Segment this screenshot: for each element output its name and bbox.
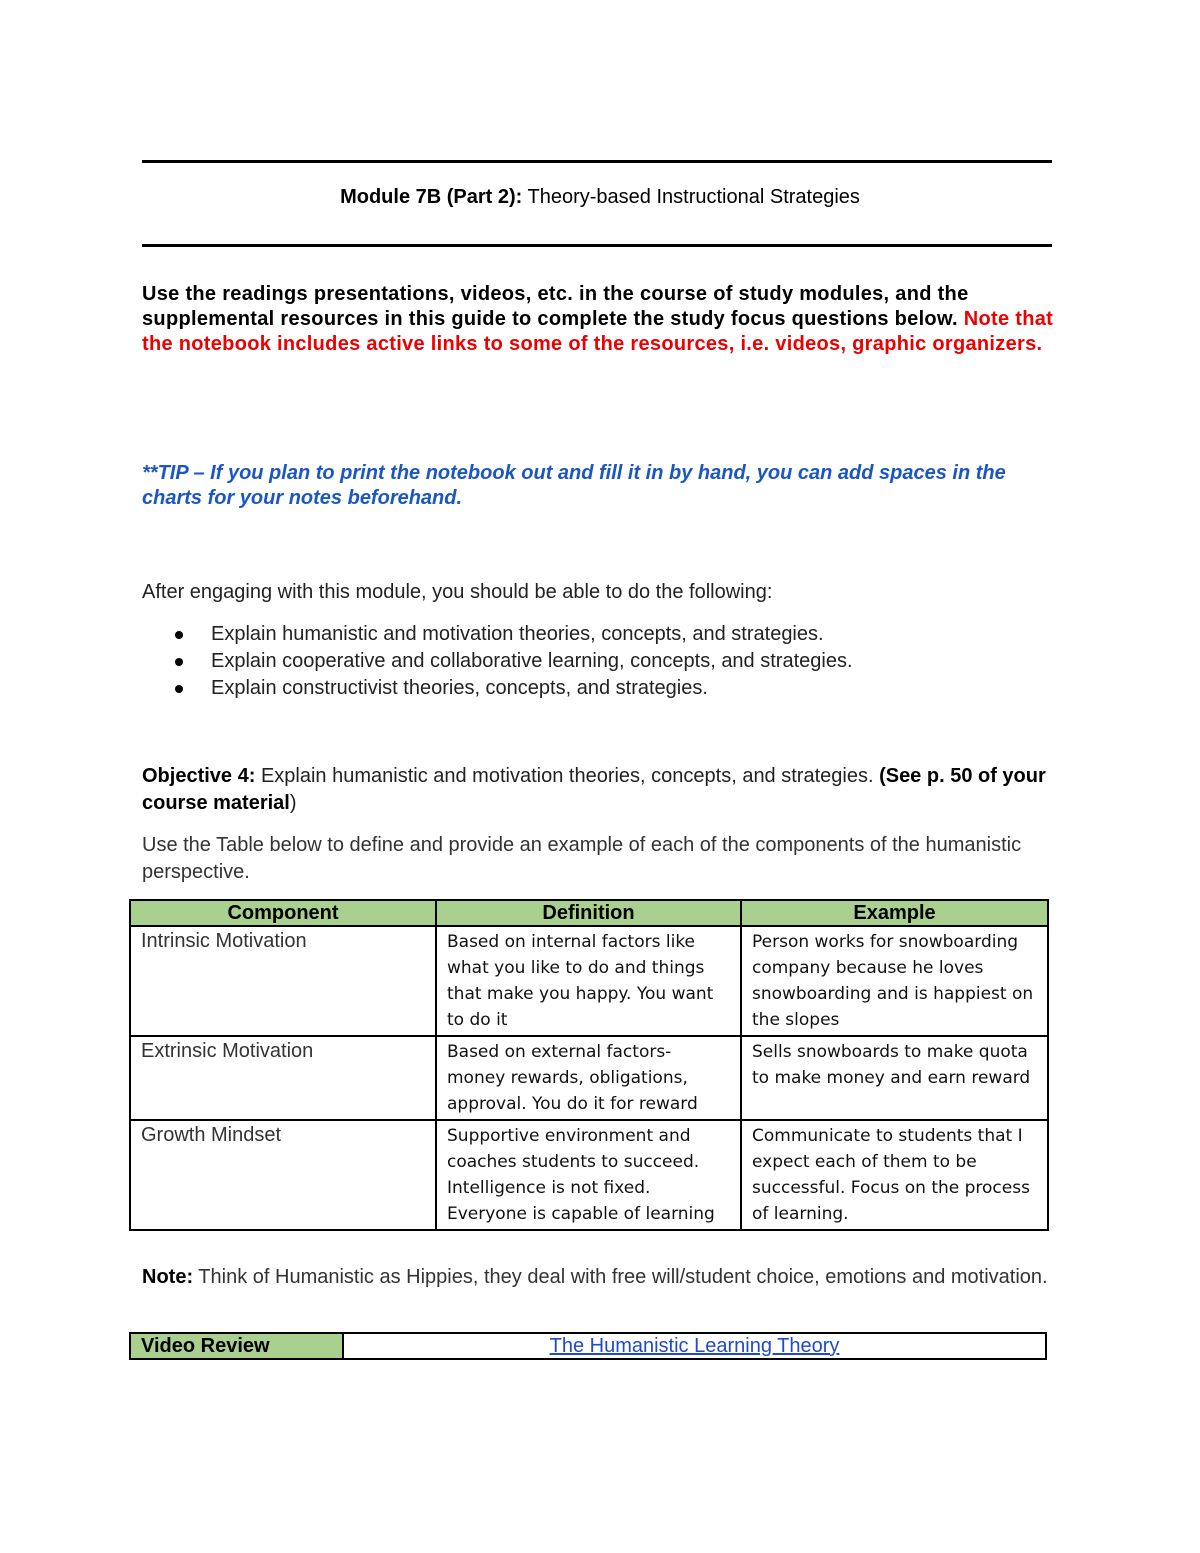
note-text: Think of Humanistic as Hippies, they deal with free will/student choice, emotions and motivation. <box>193 1266 1048 1288</box>
cell-example[interactable]: Communicate to students that I expect each of them to be successful. Focus on the process of learning. <box>741 1120 1048 1230</box>
list-item <box>142 622 1057 649</box>
components-table <box>129 899 1049 1231</box>
table-row <box>130 1120 1048 1230</box>
cell-example[interactable]: Person works for snowboarding company because he loves snowboarding and is happiest on the slopes <box>741 926 1048 1036</box>
header-example: Example <box>741 900 1048 926</box>
list-item-text: Explain cooperative and collaborative learning, concepts, and strategies. <box>211 650 853 672</box>
table-instruction: Use the Table below to define and provide an example of each of the components of the humanistic perspective. <box>142 834 1022 883</box>
intro-text: Use the readings presentations, videos, etc. in the course of study modules, and the supplemental resources in this guide to complete the study focus questions below. <box>142 283 969 330</box>
top-divider <box>142 160 1052 163</box>
list-item-text: Explain humanistic and motivation theories, concepts, and strategies. <box>211 623 824 645</box>
cell-definition[interactable]: Based on internal factors like what you like to do and things that make you happy. You want to do it <box>436 926 741 1036</box>
bullet-icon <box>175 658 183 666</box>
video-link[interactable]: The Humanistic Learning Theory <box>549 1335 840 1357</box>
bottom-divider <box>142 244 1052 247</box>
video-link-cell <box>343 1333 1046 1359</box>
list-item-text: Explain constructivist theories, concepts, and strategies. <box>211 677 708 699</box>
cell-component[interactable]: Intrinsic Motivation <box>130 926 436 1036</box>
note-label: Note: <box>142 1266 194 1288</box>
cell-example[interactable]: Sells snowboards to make quota to make money and earn reward <box>741 1036 1048 1120</box>
objective-reference: (See p. 50 of your course material <box>142 765 1046 814</box>
cell-definition[interactable]: Based on external factors- money rewards, obligations, approval. You do it for reward <box>436 1036 741 1120</box>
objectives-list <box>142 622 1057 703</box>
bullet-icon <box>175 685 183 693</box>
cell-component[interactable]: Growth Mindset <box>130 1120 436 1230</box>
tip-paragraph: **TIP – If you plan to print the notebook out and fill it in by hand, you can add spaces in the charts for your notes beforehand. <box>142 462 1006 509</box>
list-item <box>142 649 1057 676</box>
header-definition: Definition <box>436 900 741 926</box>
cell-definition[interactable]: Supportive environment and coaches students to succeed. Intelligence is not fixed. Everyone is capable of learning <box>436 1120 741 1230</box>
title-rest: Theory-based Instructional Strategies <box>522 186 860 208</box>
cell-component[interactable]: Extrinsic Motivation <box>130 1036 436 1120</box>
objective-label: Objective 4: <box>142 765 256 787</box>
video-review-table <box>129 1332 1047 1360</box>
bullet-icon <box>175 631 183 639</box>
intro-note-red: Note that the notebook includes active links to some of the resources, i.e. videos, graphic organizers. <box>142 308 1054 355</box>
objective-reference-end: ) <box>289 792 297 814</box>
header-component: Component <box>130 900 436 926</box>
objectives-intro: After engaging with this module, you should be able to do the following: <box>142 581 773 603</box>
video-review-label: Video Review <box>130 1333 343 1359</box>
page-title <box>0 184 1200 210</box>
list-item <box>142 676 1057 703</box>
objective-4 <box>142 763 1057 817</box>
intro-paragraph <box>142 282 1057 357</box>
table-row <box>130 1333 1046 1359</box>
objective-text: Explain humanistic and motivation theories, concepts, and strategies. <box>255 765 880 787</box>
table-row <box>130 1036 1048 1120</box>
note-paragraph <box>142 1264 1057 1291</box>
table-header-row <box>130 900 1048 926</box>
table-row <box>130 926 1048 1036</box>
title-bold: Module 7B (Part 2): <box>340 186 523 208</box>
